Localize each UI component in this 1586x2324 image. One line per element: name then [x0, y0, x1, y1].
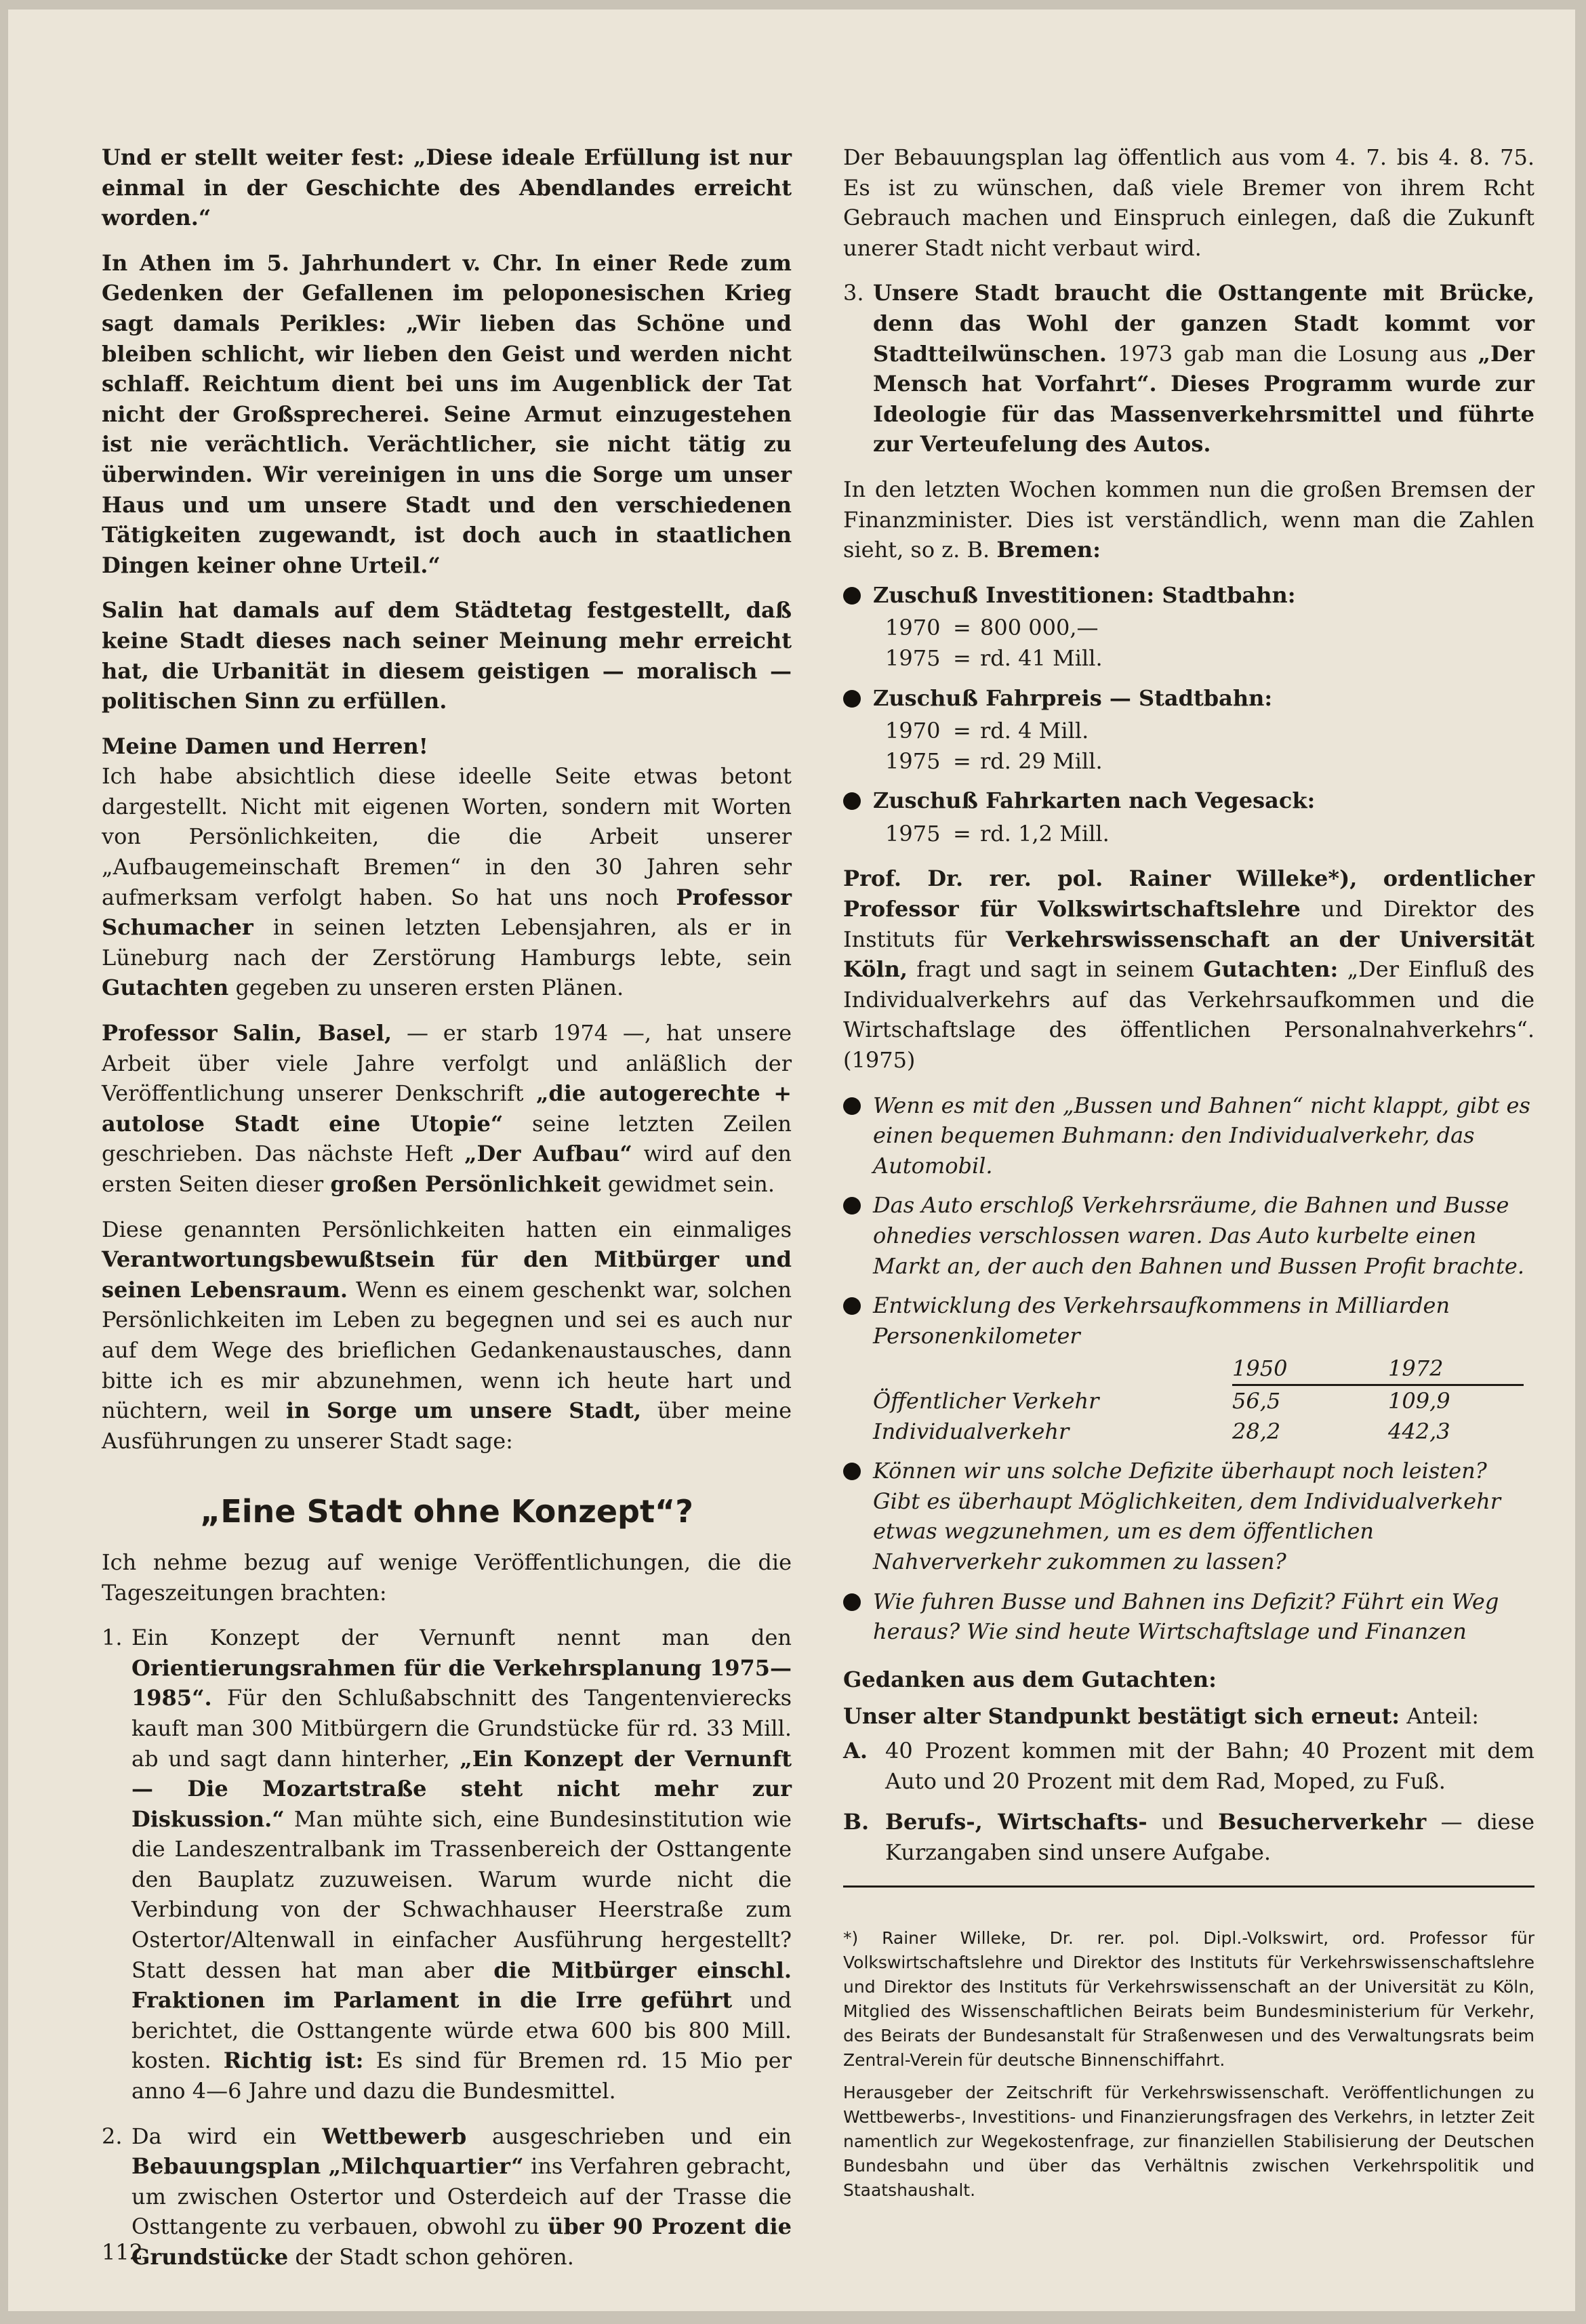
quote-2: Das Auto erschloß Verkehrsräume, die Bahnen und Busse ohnedies verschlossen waren. Das Auto kurbelte einen Markt an, der auch den Bahnen und Bussen Profit brachte. [843, 1190, 1534, 1281]
paragraph-persoenlichkeiten: Diese genannten Persönlichkeiten hatten ein einmaliges Verantwortungsbewußtsein für den Mitbürger und seinen Lebensraum. Wenn es einem geschenkt war, solchen Persönlichkeiten im Leben zu begegnen und sei es auch nur auf dem Wege des brieflichen Gedankenaustausches, dann bitte ich es mir abzunehmen, wenn ich heute hart und nüchtern, weil in Sorge um unsere Stadt, über meine Ausführungen zu unserer Stadt sage: [102, 1216, 792, 1454]
left-column [102, 142, 792, 2287]
paragraph-intro2: Ich nehme bezug auf wenige Veröffentlichungen, die die Tageszeitungen brachten: [102, 1549, 792, 1606]
subsidy-block-3: Zuschuß Fahrkarten nach Vegesack: 1975 = rd. 1,2 Mill. [843, 786, 1534, 849]
table-cell: 109,9 [1388, 1387, 1450, 1414]
quote-5: Wie fuhren Busse und Bahnen ins Defizit? Führt ein Weg heraus? Wie sind heute Wirtschaftslage und Finanzen [843, 1587, 1534, 1647]
standpunkt-line: Unser alter Standpunkt bestätigt sich erneut: Anteil: [843, 1703, 1480, 1730]
bullet-icon [843, 690, 861, 708]
table-cell: 442,3 [1388, 1418, 1450, 1444]
bullet-icon [843, 587, 861, 605]
section-heading: „Eine Stadt ohne Konzept“? [200, 1493, 693, 1530]
quote-3: Entwicklung des Verkehrsaufkommens in Milliarden Personenkilometer [843, 1290, 1534, 1351]
list-item-b: B. Berufs-, Wirtschafts- und Besucherverkehr — diese Kurzangaben sind unsere Aufgabe. [843, 1809, 1535, 1865]
table-cell: 56,5 [1232, 1387, 1281, 1414]
table-header-1950: 1950 [1232, 1353, 1388, 1386]
document-page [8, 9, 1575, 2311]
table-header-blank [873, 1353, 1232, 1386]
table-row-label: Öffentlicher Verkehr [873, 1387, 1099, 1414]
bullet-icon [843, 1593, 861, 1611]
paragraph-athen: In Athen im 5. Jahrhundert v. Chr. In einer Rede zum Gedenken der Gefallenen im peloponesischen Krieg sagt damals Perikles: „Wir lieben das Schöne und bleiben schlicht, wir lieben den Geist und werden nicht schlaff. Reichtum dient bei uns im Augenblick der Tat nicht der Großsprecherei. Seine Armut einzugestehen ist nie verächtlich. Verächtlicher, sie nicht tätig zu überwinden. Wir vereinigen in uns die Sorge um unser Haus und um unsere Stadt und den verschiedenen Tätigkeiten zugewandt, ist doch auch in staatlichen Dingen keiner ohne Urteil.“ [102, 249, 792, 578]
subsidy-block-2: Zuschuß Fahrpreis — Stadtbahn: 1970 = rd. 4 Mill. 1975 = rd. 29 Mill. [843, 683, 1534, 777]
footnote-paragraph-2: Herausgeber der Zeitschrift für Verkehrswissenschaft. Veröffentlichungen zu Wettbewerbs-, Investitions- und Finanzierungsfragen des Verkehrs, in letzter Zeit namentlich zur Wegekostenfrage, zur finanziellen Stabilisierung der Deutschen Bundesbahn und über das Verhältnis zwischen Verkehrspolitik und Staatshaushalt. [843, 2083, 1534, 2200]
gutachten-heading: Gedanken aus dem Gutachten: [843, 1666, 1217, 1692]
footnote-divider [843, 1885, 1534, 1888]
bullet-icon [843, 1197, 861, 1215]
bullet-icon [843, 1097, 861, 1115]
table-row-label: Individualverkehr [873, 1418, 1070, 1444]
right-column [843, 142, 1534, 1878]
list-item-1: 1. Ein Konzept der Vernunft nennt man den Orientierungsrahmen für die Verkehrsplanung 1975—1985“. Für den Schlußabschnitt des Tangentenvierecks kauft man 300 Mitbürgern die Grundstücke für rd. 33 Mill. ab und sagt dann hinterher, „Ein Konzept der Vernunft — Die Mozartstraße steht nicht mehr zur Diskussion.“ Man mühte sich, eine Bundesinstitution wie die Landeszentralbank im Trassenbereich der Osttangente den Bauplatz zuzuweisen. Warum wurde nicht die Verbindung von der Schwachhauser Heerstraße zum Ostertor/Altenwall in einfacher Ausführung hergestellt? Statt dessen hat man aber die Mitbürger einschl. Fraktionen im Parlament in die Irre geführt und berichtet, die Osttangente würde etwa 600 bis 800 Mill. kosten. Richtig ist: Es sind für Bremen rd. 15 Mio per anno 4—6 Jahre und dazu die Bundesmittel. [102, 1625, 792, 2104]
paragraph-schumacher: Ich habe absichtlich diese ideelle Seite etwas betont dargestellt. Nicht mit eigenen Worten, sondern mit Worten von Persönlichkeiten, die die Arbeit unserer „Aufbaugemeinschaft Bremen“ in den 30 Jahren sehr aufmerksam verfolgt haben. So hat uns noch Professor Schumacher in seinen letzten Lebensjahren, als er in Lüneburg nach der Zerstörung Hamburgs lebte, sein Gutachten gegeben zu unseren ersten Plänen. [102, 763, 792, 1001]
list-item-2: 2. Da wird ein Wettbewerb ausgeschrieben und ein Bebauungsplan „Milchquartier“ ins Verfahren gebracht, um zwischen Ostertor und Osterdeich auf der Trasse die Osttangente zu verbauen, obwohl zu über 90 Prozent die Grundstücke der Stadt schon gehören. [102, 2123, 792, 2270]
table-cell: 28,2 [1232, 1418, 1281, 1444]
quote-1: Wenn es mit den „Bussen und Bahnen“ nicht klappt, gibt es einen bequemen Buhmann: den Individualverkehr, das Automobil. [843, 1090, 1534, 1181]
greeting: Meine Damen und Herren! [102, 733, 428, 759]
statistics-table [873, 1353, 1534, 1446]
list-item-a: A. 40 Prozent kommen mit der Bahn; 40 Prozent mit dem Auto und 20 Prozent mit dem Rad, Moped, zu Fuß. [843, 1737, 1534, 1794]
paragraph-bremsen: In den letzten Wochen kommen nun die großen Bremsen der Finanzminister. Dies ist verständlich, wenn man die Zahlen sieht, so z. B. Bremen: [843, 476, 1534, 563]
bullet-icon [843, 792, 861, 810]
paragraph-salin-basel: Professor Salin, Basel, — er starb 1974 —, hat unsere Arbeit über viele Jahre verfolgt und anläßlich der Veröffentlichung unserer Denkschrift „die autogerechte + autolose Stadt eine Utopie“ seine letzten Zeilen geschrieben. Das nächste Heft „Der Aufbau“ wird auf den ersten Seiten dieser großen Persönlichkeit gewidmet sein. [102, 1020, 792, 1197]
paragraph-intro: Und er stellt weiter fest: „Diese ideale Erfüllung ist nur einmal in der Geschichte des Abendlandes erreicht worden.“ [102, 144, 792, 231]
bullet-icon [843, 1297, 861, 1315]
quote-4: Können wir uns solche Defizite überhaupt noch leisten? Gibt es überhaupt Möglichkeiten, dem Individualverkehr etwas wegzunehmen, um es dem öffentlichen Nahververkehr zukommen zu lassen? [843, 1456, 1534, 1576]
subsidy-block-1: Zuschuß Investitionen: Stadtbahn: 1970 = 800 000,— 1975 = rd. 41 Mill. [843, 580, 1534, 674]
list-item-3: 3. Unsere Stadt braucht die Osttangente mit Brücke, denn das Wohl der ganzen Stadt kommt vor Stadtteilwünschen. 1973 gab man die Losung aus „Der Mensch hat Vorfahrt“. Dieses Programm wurde zur Ideologie für das Massenverkehrsmittel und führte zur Verteufelung des Autos. [843, 280, 1534, 457]
table-header-1972: 1972 [1388, 1353, 1524, 1386]
paragraph-bebauungsplan: Der Bebauungsplan lag öffentlich aus vom 4. 7. bis 4. 8. 75. Es ist zu wünschen, daß viele Bremer von ihrem Rcht Gebrauch machen und Einspruch einlegen, daß die Zukunft unerer Stadt nicht verbaut wird. [843, 144, 1534, 261]
page-number: 112 [102, 2239, 144, 2265]
paragraph-willeke: Prof. Dr. rer. pol. Rainer Willeke*), ordentlicher Professor für Volkswirtschaftslehre und Direktor des Instituts für Verkehrswissenschaft an der Universität Köln, fragt und sagt in seinem Gutachten: „Der Einfluß des Individualverkehrs auf das Verkehrsaufkommen und die Wirtschaftslage des öffentlichen Personalnahverkehrs“. (1975) [843, 865, 1535, 1074]
footnote [843, 1926, 1534, 2211]
footnote-paragraph-1: *) Rainer Willeke, Dr. rer. pol. Dipl.-Volkswirt, ord. Professor für Volkswirtschaftslehre und Direktor des Instituts für Verkehrswissenschaftslehre und Direktor des Instituts für Verkehrswissenschaft an der Universität zu Köln, Mitglied des Wissenschaftlichen Beirats beim Bundesministerium für Verkehr, des Beirats der Bundesanstalt für Straßenwesen und des Verwaltungsrats beim Zentral-Verein für deutsche Binnenschiffahrt. [843, 1928, 1534, 2070]
bullet-icon [843, 1463, 861, 1480]
paragraph-salin-staedtetag: Salin hat damals auf dem Städtetag festgestellt, daß keine Stadt dieses nach seiner Meinung mehr erreicht hat, die Urbanität in diesem geistigen — moralisch — politischen Sinn zu erfüllen. [102, 597, 792, 714]
